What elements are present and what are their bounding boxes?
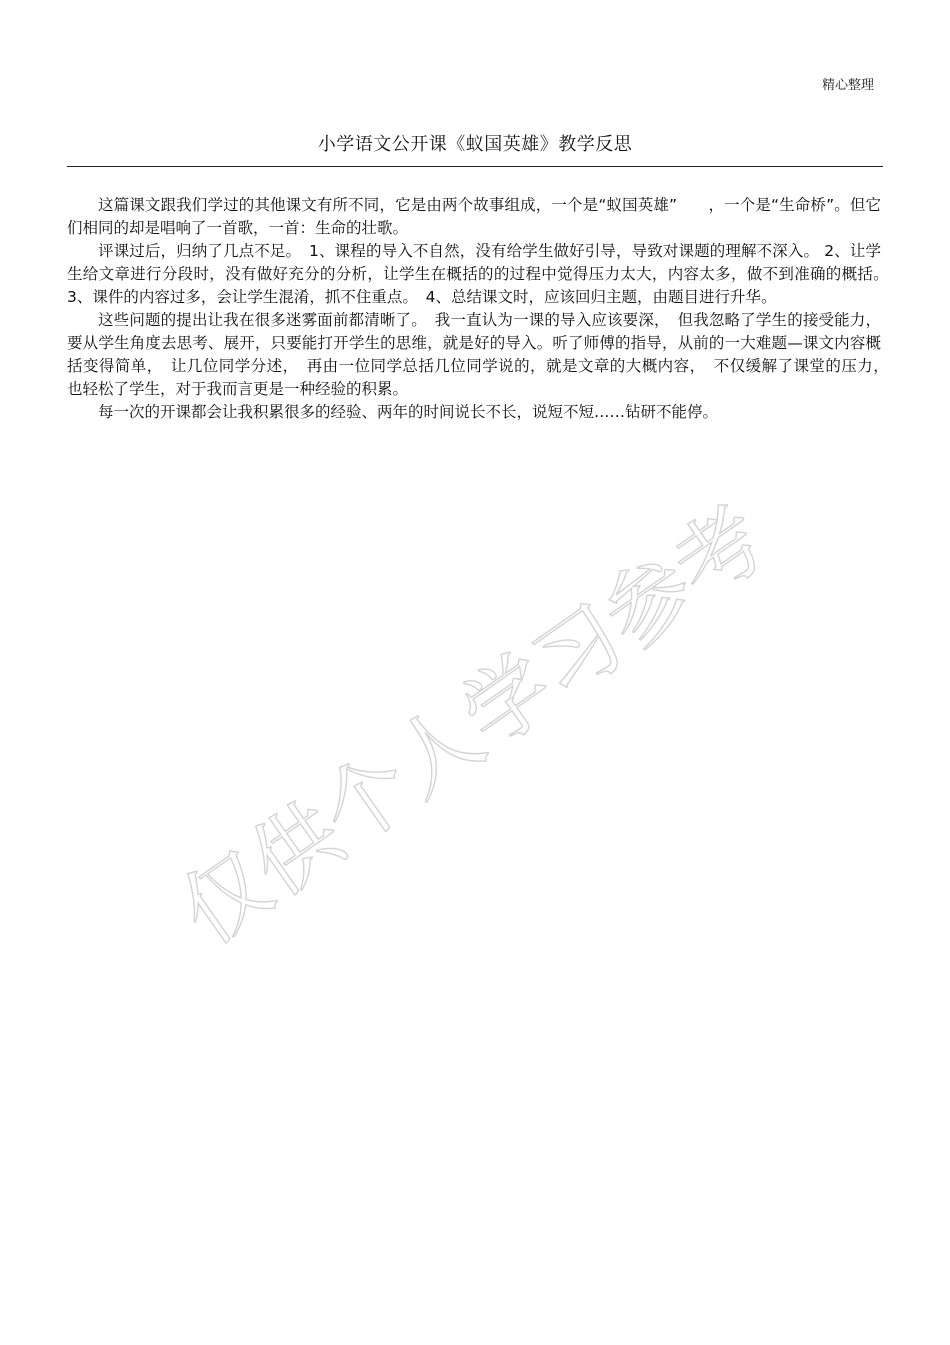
paragraph: 这些问题的提出让我在很多迷雾面前都清晰了。 我一直认为一课的导入应该要深， 但我忽略了学生的接受能力，要从学生角度去思考、展开，只要能打开学生的思维，就是好的导入。听了师傅的指导，从前的一大难题—课文内容概括变得简单， 让几位同学分述， 再由一位同学总括几位同学说的，就是文章的大概内容， 不仅缓解了课堂的压力， 也轻松了学生，对于我而言更是一种经验的积累。 [67,311,897,398]
watermark-text: 仅供个人学习参考 [162,487,784,965]
watermark [130,480,850,1000]
paragraph: 评课过后，归纳了几点不足。 1、课程的导入不自然，没有给学生做好引导，导致对课题的理解不深入。 2、让学生给文章进行分段时，没有做好充分的分析，让学生在概括的的过程中觉得压力太大，内容太多，做不到准确的概括。 3、课件的内容过多，会让学生混淆，抓不住重点。 4、总结课文时，应该回归主题，由题目进行升华。 [67,242,897,306]
document-body [67,194,897,424]
header-note: 精心整理 [821,78,874,93]
paragraph: 每一次的开课都会让我积累很多的经验、两年的时间说长不长，说短不短……钻研不能停。 [98,403,719,421]
page-title: 小学语文公开课《蚁国英雄》教学反思 [317,134,633,155]
paragraph: 这篇课文跟我们学过的其他课文有所不同，它是由两个故事组成，一个是“蚁国英雄” ，一个是“生命桥”。但它们相同的却是唱响了一首歌，一首：生命的壮歌。 [67,196,881,237]
title-divider [67,166,883,167]
